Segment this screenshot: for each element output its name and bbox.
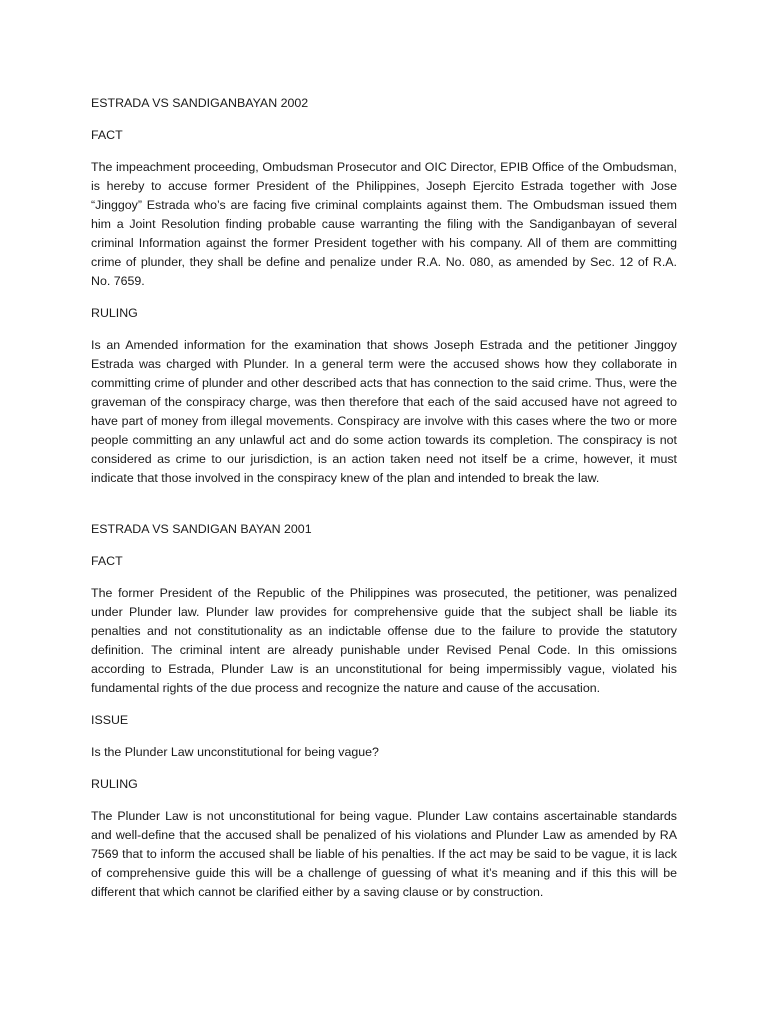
case2-fact-text: The former President of the Republic of the Philippines was prosecuted, the petitioner, was penalized under Plunder law. Plunder law provides for comprehensive guide that the subject shall be liable its penalties and not constitutionality as an indictable offense due to the failure to provide the statutory definition. The criminal intent are already punishable under Revised Penal Code. In this omissions according to Estrada, Plunder Law is an unconstitutional for being impermissibly vague, violated his fundamental rights of the due process and recognize the nature and cause of the accusation. (91, 586, 677, 695)
case2-ruling-heading: RULING (91, 777, 138, 791)
case2-issue-text: Is the Plunder Law unconstitutional for being vague? (91, 745, 379, 759)
case1-title: ESTRADA VS SANDIGANBAYAN 2002 (91, 96, 309, 110)
case1-fact-text: The impeachment proceeding, Ombudsman Prosecutor and OIC Director, EPIB Office of the Ombudsman, is hereby to accuse former President of the Philippines, Joseph Ejercito Estrada together with Jose “Jinggoy” Estrada who’s are facing five criminal complaints against them. The Ombudsman issued them him a Joint Resolution finding probable cause warranting the filing with the Sandiganbayan of several criminal Information against the former President together with his company. All of them are committing crime of plunder, they shall be define and penalize under R.A. No. 080, as amended by Sec. 12 of R.A. No. 7659. (91, 160, 677, 288)
case1-ruling-text: Is an Amended information for the examination that shows Joseph Estrada and the petitioner Jinggoy Estrada was charged with Plunder. In a general term were the accused shows how they collaborate in committing crime of plunder and other described acts that has connection to the said crime. Thus, were the graveman of the conspiracy charge, was then therefore that each of the said accused have not agreed to have part of money from illegal movements. Conspiracy are involve with this cases where the two or more people committing an any unlawful act and do some action towards its completion. The conspiracy is not considered as crime to our jurisdiction, is an action taken need not itself be a crime, however, it must indicate that those involved in the conspiracy knew of the plan and intended to break the law. (91, 338, 677, 485)
case2-title: ESTRADA VS SANDIGAN BAYAN 2001 (91, 522, 312, 536)
case1-ruling-heading: RULING (91, 306, 138, 320)
case2-ruling-text: The Plunder Law is not unconstitutional for being vague. Plunder Law contains ascertainable standards and well-define that the accused shall be penalized of his violations and Plunder Law as amended by RA 7569 that to inform the accused shall be liable of his penalties. If the act may be said to be vague, it is lack of comprehensive guide this will be a challenge of guessing of what it’s meaning and if this this will be different that which cannot be clarified either by a saving clause or by construction. (91, 809, 677, 899)
case2-fact-heading: FACT (91, 554, 123, 568)
case2-issue-heading: ISSUE (91, 713, 129, 727)
case1-fact-heading: FACT (91, 128, 123, 142)
section-spacer (91, 501, 677, 520)
